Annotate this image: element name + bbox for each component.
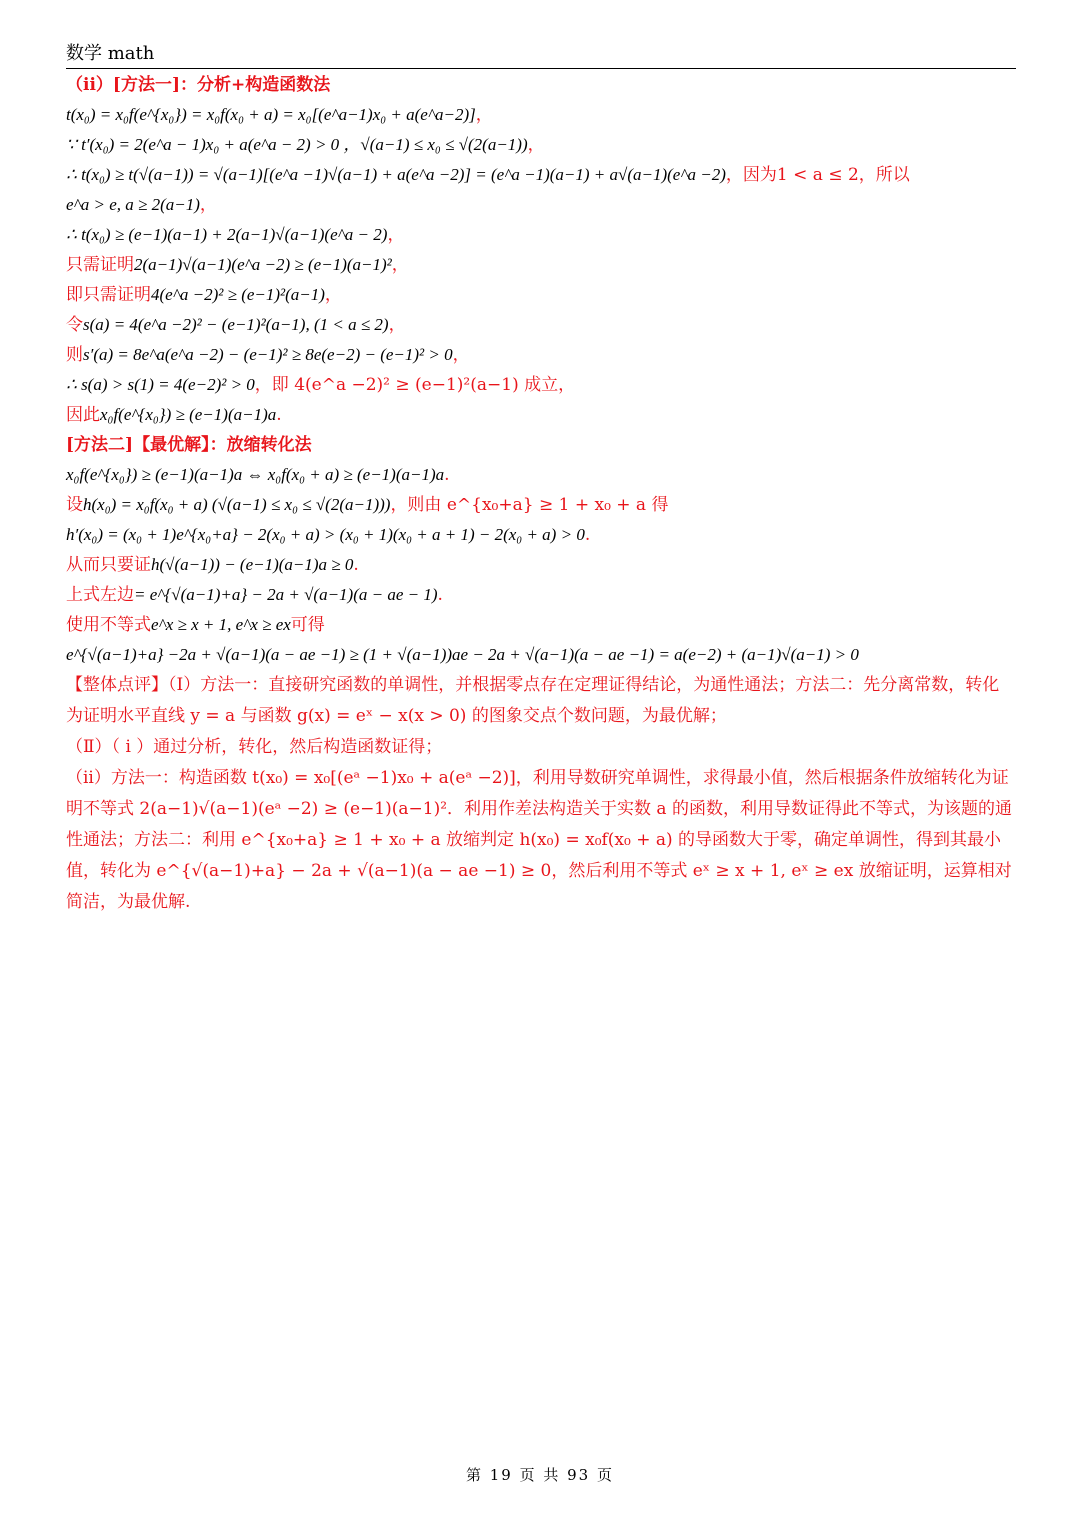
- annotation-text: .: [353, 555, 359, 575]
- solution-line: [66, 310, 1016, 340]
- formula: ∴ t(x₀) ≥ (e−1)(a−1) + 2(a−1)√(a−1)(e^a − 2): [66, 225, 388, 244]
- annotation-text: 从而只要证: [66, 555, 151, 575]
- review-paragraph: （ii）方法一：构造函数 t(x₀) = x₀[(eᵃ −1)x₀ + a(eᵃ −2)]，利用导数研究单调性，求得最小值，然后根据条件放缩转化为证明不等式 2(a−1)√(a−1)(eᵃ −2) ≥ (e−1)(a−1)²．利用作差法构造关于实数 a 的函数，利用导数证得此不等式，为该题的通性通法；方法二：利用 e^{x₀+a} ≥ 1 + x₀ + a 放缩判定 h(x₀) = x₀f(x₀ + a) 的导函数大于零，确定单调性，得到其最小值，转化为 e^{√(a−1)+a} − 2a + √(a−1)(a − ae −1) ≥ 0，然后利用不等式 eˣ ≥ x + 1, eˣ ≥ ex 放缩证明，运算相对简洁，为最优解.: [66, 768, 1012, 912]
- formula: h(√(a−1)) − (e−1)(a−1)a ≥ 0: [151, 555, 354, 574]
- annotation-text: 令: [66, 315, 83, 335]
- solution-line: [66, 130, 1016, 160]
- solution-line: [66, 520, 1016, 550]
- formula: h′(x₀) = (x₀ + 1)e^{x₀+a} − 2(x₀ + a) > (x₀ + 1)(x₀ + a + 1) − 2(x₀ + a) > 0: [66, 525, 585, 544]
- formula: x₀f(e^{x₀}) ≥ (e−1)(a−1)a ⇔ x₀f(x₀ + a) ≥ (e−1)(a−1)a: [66, 465, 445, 484]
- annotation-text: ，: [324, 285, 342, 305]
- solution-line: [66, 460, 1016, 490]
- solution-line: [66, 370, 1016, 400]
- solution-line: [66, 70, 1016, 100]
- annotation-text: 可得: [290, 615, 325, 635]
- formula: ∴ s(a) > s(1) = 4(e−2)² > 0: [66, 375, 255, 394]
- annotation-text: ，: [452, 345, 470, 365]
- annotation-text: .: [584, 525, 591, 545]
- solution-line: [66, 610, 1016, 640]
- annotation-text: ，即 4(e^a −2)² ≥ (e−1)²(a−1) 成立，: [254, 375, 576, 395]
- page-header: [66, 42, 1016, 69]
- review-paragraph: （Ⅱ）（ i ）通过分析，转化，然后构造函数证得；: [66, 737, 443, 757]
- annotation-text: ，: [527, 135, 545, 155]
- solution-lines: [66, 70, 1016, 670]
- formula: e^a > e, a ≥ 2(a−1): [66, 195, 200, 214]
- solution-line: [66, 580, 1016, 610]
- annotation-text: 上式左边: [66, 585, 134, 605]
- header-subject: 数学 math: [66, 43, 155, 64]
- annotation-text: .: [444, 465, 450, 485]
- solution-line: [66, 340, 1016, 370]
- annotation-text: 则: [66, 345, 83, 365]
- overall-review: [66, 670, 1016, 918]
- annotation-text: ，: [388, 315, 406, 335]
- formula: e^{√(a−1)+a} −2a + √(a−1)(a − ae −1) ≥ (1 + √(a−1))ae − 2a + √(a−1)(a − ae −1) = a(e−2) + (a−1)√(a−1) > 0: [66, 645, 859, 664]
- annotation-text: .: [437, 585, 443, 605]
- review-paragraph: 【整体点评】（Ⅰ）方法一：直接研究函数的单调性，并根据零点存在定理证得结论，为通性通法；方法二：先分离常数，转化为证明水平直线 y = a 与函数 g(x) = eˣ − x(x > 0) 的图象交点个数问题，为最优解；: [66, 675, 1000, 726]
- solution-line: [66, 490, 1016, 520]
- solution-line: [66, 430, 1016, 460]
- formula: 2(a−1)√(a−1)(e^a −2) ≥ (e−1)(a−1)²: [134, 255, 392, 274]
- annotation-text: ，则由 e^{x₀+a} ≥ 1 + x₀ + a 得: [390, 495, 669, 515]
- formula: ∵ t′(x₀) = 2(e^a − 1)x₀ + a(e^a − 2) > 0 ，√(a−1) ≤ x₀ ≤ √(2(a−1)): [66, 135, 528, 154]
- solution-line: [66, 160, 1016, 190]
- solution-line: [66, 640, 1016, 670]
- solution-line: [66, 100, 1016, 130]
- annotation-text: 使用不等式: [66, 615, 151, 635]
- solution-line: [66, 190, 1016, 220]
- solution-line: [66, 250, 1016, 280]
- annotation-text: 因此: [66, 405, 100, 425]
- annotation-text: 即只需证明: [66, 285, 151, 305]
- solution-line: [66, 280, 1016, 310]
- solution-line: [66, 400, 1016, 430]
- formula: x₀f(e^{x₀}) ≥ (e−1)(a−1)a: [100, 405, 277, 424]
- annotation-text: （ii）[方法一]：分析+构造函数法: [66, 75, 331, 95]
- formula: s′(a) = 8e^a(e^a −2) − (e−1)² ≥ 8e(e−2) − (e−1)² > 0: [83, 345, 453, 364]
- annotation-text: ，: [391, 255, 409, 275]
- formula: h(x₀) = x₀f(x₀ + a) (√(a−1) ≤ x₀ ≤ √(2(a−1))): [83, 495, 391, 514]
- annotation-text: ，: [475, 105, 493, 125]
- formula: 4(e^a −2)² ≥ (e−1)²(a−1): [151, 285, 325, 304]
- annotation-text: [方法二]【最优解】：放缩转化法: [66, 435, 312, 455]
- annotation-text: ，: [387, 225, 405, 245]
- solution-line: [66, 220, 1016, 250]
- annotation-text: .: [276, 405, 282, 425]
- formula: e^x ≥ x + 1, e^x ≥ ex: [151, 615, 291, 634]
- annotation-text: ，: [199, 195, 217, 215]
- formula: = e^{√(a−1)+a} − 2a + √(a−1)(a − ae − 1): [134, 585, 438, 604]
- annotation-text: ，因为1 < a ≤ 2，所以: [725, 165, 910, 185]
- page-footer: 第 19 页 共 93 页: [465, 1466, 614, 1484]
- solution-content: [66, 70, 1016, 918]
- annotation-text: 只需证明: [66, 255, 134, 275]
- formula: ∴ t(x₀) ≥ t(√(a−1)) = √(a−1)[(e^a −1)√(a−1) + a(e^a −2)] = (e^a −1)(a−1) + a√(a−1)(e^a −2): [66, 165, 726, 184]
- annotation-text: 设: [66, 495, 83, 515]
- solution-line: [66, 550, 1016, 580]
- formula: s(a) = 4(e^a −2)² − (e−1)²(a−1), (1 < a ≤ 2): [83, 315, 389, 334]
- formula: t(x₀) = x₀f(e^{x₀}) = x₀f(x₀ + a) = x₀[(e^a−1)x₀ + a(e^a−2)]: [66, 105, 476, 124]
